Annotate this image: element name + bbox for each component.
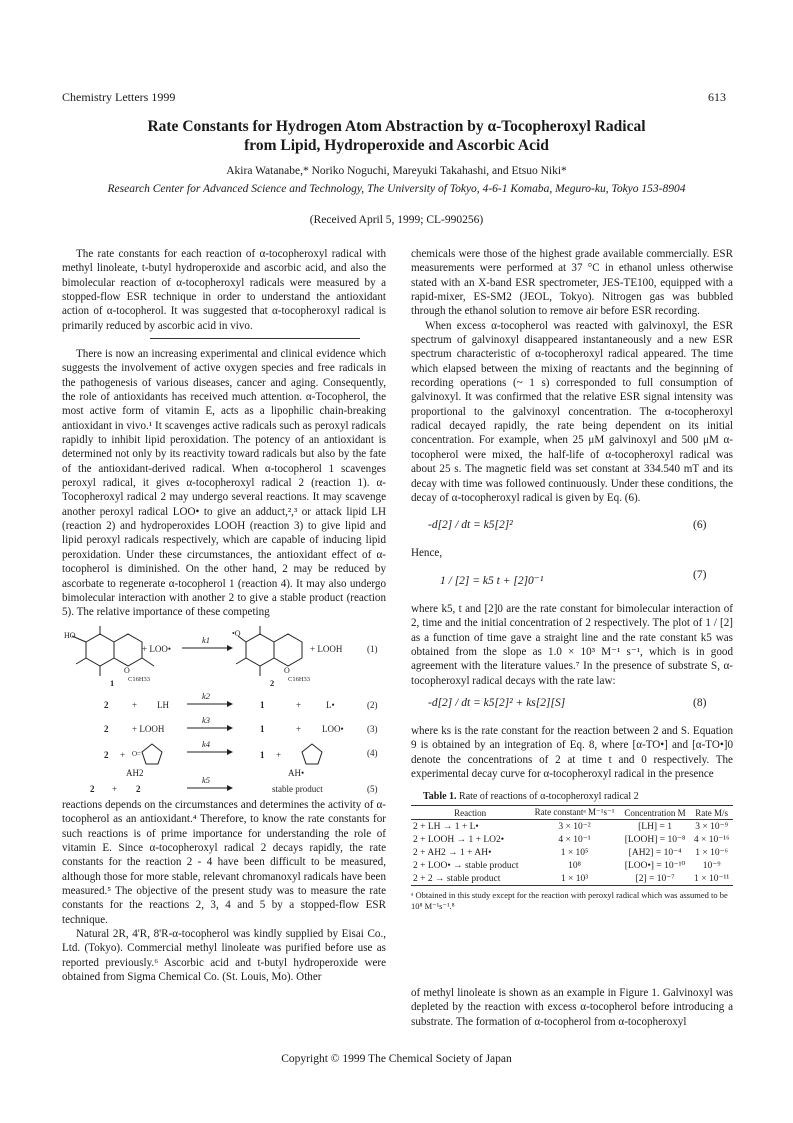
r2-plus2: + <box>296 700 302 710</box>
reaction-scheme <box>62 624 387 794</box>
reaction1-product: + LOOH <box>310 644 343 654</box>
r4-reactant: 2 <box>104 750 109 760</box>
ring-oxygen-2: O <box>284 666 290 675</box>
k3-label: k3 <box>202 715 211 725</box>
table-1 <box>411 791 733 912</box>
r4-product: 1 <box>260 750 265 760</box>
r2-product: 1 <box>260 700 265 710</box>
r4-plus: + <box>120 750 126 760</box>
r4-plus2: + <box>276 750 282 760</box>
col-header-reaction: Reaction <box>454 807 487 818</box>
col-header-rate-constant: Rate constantᵃ M⁻¹s⁻¹ <box>534 807 615 817</box>
compound-label-1: 1 <box>110 678 115 688</box>
k4-label: k4 <box>202 739 211 749</box>
k5-label: k5 <box>202 775 211 785</box>
side-chain-1: C16H33 <box>128 676 151 683</box>
k1-label: k1 <box>202 635 211 645</box>
ho-label: HO <box>64 631 76 640</box>
cell: [LH] = 1 <box>638 821 672 832</box>
r4-number: (4) <box>367 748 378 758</box>
r2-number: (2) <box>367 700 378 710</box>
reaction1-reagent: + LOO• <box>142 644 171 654</box>
ring-oxygen-1: O <box>124 666 130 675</box>
hence-text: Hence, <box>411 547 443 559</box>
received-date: (Received April 5, 1999; CL-990256) <box>309 214 484 226</box>
right-paragraph-1: chemicals were those of the highest grade available commercially. ESR measurements were performed at 37 °C in ethanol unless otherwise stated with an X-band ESR spectrometer, JES-TE100, equipped with a rapid-mixer, ES-SM2 (JEOL, Tokyo). Nitrogen gas was bubbled through the ethanol solution to remove air before ESR recording. <box>411 248 733 318</box>
table-caption-text: Rate of reactions of α-tocopheroxyl radical 2 <box>459 791 639 802</box>
r3-reactant: 2 <box>104 724 109 734</box>
right-column-lower <box>411 724 733 781</box>
table-caption <box>423 791 733 802</box>
col-header-concentration: Concentration M <box>624 807 686 818</box>
equation-6: -d[2] / dt = k5[2]² <box>428 519 513 531</box>
compound-label-2: 2 <box>270 678 275 688</box>
cell: 3 × 10⁻⁹ <box>695 822 728 832</box>
ascorbyl-radical-label: AH• <box>288 768 305 778</box>
r3-number: (3) <box>367 724 378 734</box>
equation-8: -d[2] / dt = k5[2]² + ks[2][S] <box>428 697 566 709</box>
r5-product: stable product <box>272 784 323 794</box>
authors: Akira Watanabe,* Noriko Noguchi, Mareyuki Takahashi, and Etsuo Niki* <box>226 165 567 177</box>
cell: [LOO•] = 10⁻¹⁰ <box>624 861 686 871</box>
cell: 3 × 10⁻² <box>558 822 591 832</box>
page-number: 613 <box>708 90 726 104</box>
cell: 10⁻⁹ <box>702 861 721 871</box>
table-row <box>411 833 733 846</box>
cell: 2 + LH → 1 + L• <box>413 821 479 832</box>
r2-substrate: LH <box>157 700 169 710</box>
tocopheroxyl-structure-2 <box>236 626 302 676</box>
journal-name: Chemistry Letters 1999 <box>62 90 176 104</box>
cell: 2 + 2 → stable product <box>413 873 501 884</box>
cell: 1 × 10³ <box>560 873 589 884</box>
cell: 2 + LOOH → 1 + LO2• <box>413 834 505 845</box>
r3-radical: LOO• <box>322 724 344 734</box>
copyright: Copyright © 1999 The Chemical Society of Japan <box>281 1053 512 1065</box>
title-line-1: Rate Constants for Hydrogen Atom Abstraction by α-Tocopheroxyl Radical <box>147 118 646 135</box>
cell: 4 × 10⁻¹⁶ <box>693 835 730 845</box>
table-row <box>411 859 733 872</box>
r5-plus: + <box>112 784 118 794</box>
r5-number: (5) <box>367 784 378 794</box>
col-header-rate: Rate M/s <box>695 807 728 818</box>
table-caption-label: Table 1. <box>423 791 457 802</box>
right-paragraph-5: of methyl linoleate is shown as an example in Figure 1. Galvinoxyl was depleted by the reaction with excess α-tocopherol before introducing a substrate. The formation of α-tocopherol from α-tocopheroxyl <box>411 987 733 1028</box>
r5-reactant2: 2 <box>136 784 141 794</box>
ascorbyl-radical-structure <box>302 744 322 764</box>
abstract-divider <box>150 338 360 339</box>
r3-product: 1 <box>260 724 265 734</box>
ascorbic-acid-label: AH2 <box>126 768 144 778</box>
left-paragraph-2: reactions depends on the circumstances and determines the activity of α-tocopherol as an antioxidant.⁴ Therefore, to know the rate constants for such reactions is of prime importance for understanding the role of vitamin E. Since α-tocopheroxyl radical 2 decays rapidly, the rate constants for the reaction 2 - 4 have been difficult to be measured, although those for more stable, relevant chromanoxyl radicals have been measured.⁵ The objective of the present study was to measure the rate constants for the reactions 2, 3, 4 and 5 by a stopped-flow ESR technique. <box>62 799 386 926</box>
cell: 1 × 10⁵ <box>560 847 589 858</box>
cell: [2] = 10⁻⁷ <box>635 874 675 884</box>
paper-title <box>60 117 733 155</box>
r2-radical: L• <box>326 700 335 710</box>
cell: [AH2] = 10⁻⁴ <box>628 848 682 858</box>
table-row <box>411 820 733 834</box>
right-column-top <box>411 247 733 505</box>
affiliation: Research Center for Advanced Science and Technology, The University of Tokyo, 4-6-1 Komaba, Meguro-ku, Tokyo 153-8904 <box>107 183 686 195</box>
left-column-intro <box>62 347 386 620</box>
cell: 1 × 10⁻¹¹ <box>694 874 730 884</box>
r2-reactant: 2 <box>104 700 109 710</box>
equation-6-number: (6) <box>693 519 707 531</box>
table-row <box>411 872 733 886</box>
ascorbic-o-label: O= <box>132 750 142 758</box>
cell: 2 + LOO• → stable product <box>413 860 519 871</box>
table-header-row <box>411 806 733 820</box>
right-column-mid <box>411 602 733 688</box>
right-paragraph-2: When excess α-tocopherol was reacted with galvinoxyl, the ESR spectrum of galvinoxyl disappeared instantaneously and a new ESR spectrum characteristic of α-tocopheroxyl radical appeared. The time which elapsed between the mixing of reactants and the beginning of recording operations (~ 1 s) corresponded to full consumption of galvinoxyl. It was confirmed that the relative ESR signal intensity was proportional to the galvinoxyl concentration. The α-tocopheroxyl radical decayed rapidly, the rate being dependent on its initial concentration. For example, when 25 μM galvinoxyl and 500 μM α-tocopherol were mixed, the half-life of α-tocopheroxyl radical was about 25 s. The magnetic field was set constant at 334.540 mT and its decay with time was followed continuously. Under these conditions, the decay of α-tocopheroxyl radical is given by Eq. (6). <box>411 319 733 504</box>
side-chain-2: C16H33 <box>288 676 311 683</box>
cell: 4 × 10⁻¹ <box>558 835 591 845</box>
right-column-bottom <box>411 986 733 1029</box>
left-column-top <box>62 247 386 333</box>
cell: [LOOH] = 10⁻⁸ <box>624 835 686 845</box>
reaction1-number: (1) <box>367 644 378 654</box>
intro-paragraph: There is now an increasing experimental and clinical evidence which suggests the involvement of active oxygen species and free radicals in the pathogenesis of various diseases, cancer and aging. Consequently, the role of antioxidants has received much attention. α-Tocopherol, the most active form of vitamin E, acts as a lipophilic chain-breaking antioxidant in vivo.¹ It scavenges active radicals such as peroxyl radicals rapidly to inhibit lipid peroxidation. The potency of an antioxidant is determined not only by its reactivity toward radicals but also by the fate of the antioxidant-derived radical. When α-tocopherol 1 scavenges peroxyl radical, it gives α-tocopheroxyl radical 2 (reaction 1). α-Tocopheroxyl radical 2 may undergo several reactions. It may scavenge another peroxyl radical LOO• to give an adduct,²,³ or attack lipid LH (reaction 2) and hydroperoxides LOOH (reaction 3) to give lipid and lipid peroxyl radicals respectively, which are capable of inducing lipid peroxidation. Under these circumstances, the antioxidant effect of α-tocopherol is diminished. On the other hand, 2 may be reduced by ascorbate to regenerate α-tocopherol 1 (reaction 4). It may also undergo bimolecular interaction with another 2 to give a stable product (reaction 5). The relative importance of these competing <box>62 348 386 619</box>
k2-label: k2 <box>202 691 211 701</box>
r2-plus: + <box>132 700 138 710</box>
rate-table <box>411 805 733 886</box>
cell: 2 + AH2 → 1 + AH• <box>413 847 492 858</box>
r3-plus2: + <box>296 724 302 734</box>
right-paragraph-4: where ks is the rate constant for the reaction between 2 and S. Equation 9 is obtained by an integration of Eq. 8, where [α-TO•] and [α-TO•]0 denote the concentrations of 2 at time t and 0 respectively. The experimental decay curve for α-tocopheroxyl radical in the presence <box>411 725 733 781</box>
cell: 10⁸ <box>568 860 581 871</box>
cell: 1 × 10⁻⁶ <box>695 848 728 858</box>
table-row <box>411 846 733 859</box>
left-column-bottom <box>62 798 386 984</box>
equation-8-number: (8) <box>693 697 707 709</box>
left-paragraph-3: Natural 2R, 4'R, 8'R-α-tocopherol was kindly supplied by Eisai Co., Ltd. (Tokyo). Commercial methyl linoleate was purified before use as reported previously.⁶ Ascorbic acid and t-butyl hydroperoxide were obtained from Sigma Chemical Co. (St. Louis, Mo). Other <box>62 928 386 984</box>
right-paragraph-3: where k5, t and [2]0 are the rate constant for bimolecular interaction of 2, time and the initial concentration of 2 respectively. The plot of 1 / [2] as a function of time gave a straight line and the rate constant k5 was obtained from the slope as 1.0 × 10³ M⁻¹ s⁻¹, which is in good agreement with the literature values.⁷ In the presence of substrate S, α-tocopheroxyl radical decays with the rate law: <box>411 603 733 687</box>
table-footnote: ᵃ Obtained in this study except for the reaction with peroxyl radical which was assumed to be 10⁸ M⁻¹s⁻¹.⁸ <box>411 890 728 911</box>
equation-7: 1 / [2] = k5 t + [2]0⁻¹ <box>440 575 544 587</box>
equation-7-number: (7) <box>693 569 707 581</box>
abstract: The rate constants for each reaction of α-tocopheroxyl radical with methyl linoleate, t-butyl hydroperoxide and ascorbic acid, and also the bimolecular reaction of α-tocopheroxyl radicals were measured by a stopped-flow ESR technique in order to understand the antioxidant action of α-tocopherol. It was suggested that α-tocopheroxyl radical is primarily reduced by ascorbic acid in vivo. <box>62 248 386 332</box>
r5-reactant: 2 <box>90 784 95 794</box>
r3-substrate: + LOOH <box>132 724 165 734</box>
ascorbic-acid-structure <box>142 744 162 764</box>
radical-o-label: •O <box>232 629 241 638</box>
title-line-2: from Lipid, Hydroperoxide and Ascorbic Acid <box>244 137 549 154</box>
